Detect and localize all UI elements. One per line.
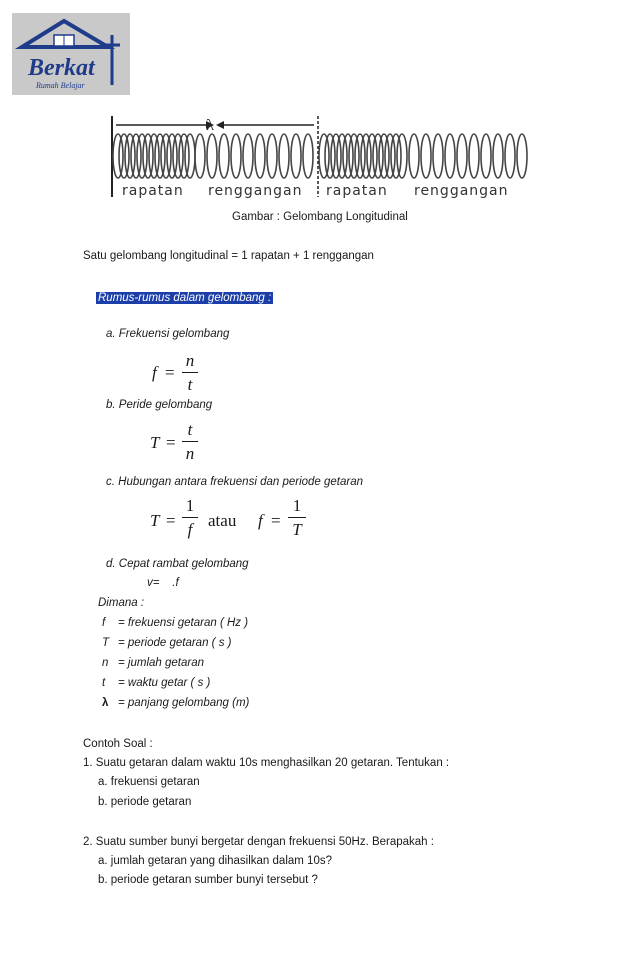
coil-loop: [119, 134, 129, 178]
coil-loop: [397, 134, 407, 178]
longitudinal-wave-figure: [104, 111, 534, 201]
legend-row: [102, 696, 249, 710]
coil-loop: [179, 134, 189, 178]
legend-row: [102, 636, 231, 650]
coil-loop: [433, 134, 443, 178]
coil-loop: [291, 134, 301, 178]
numerator-n: n: [185, 351, 195, 370]
formula-T-symbol: T: [150, 511, 160, 530]
coil-loop: [337, 134, 347, 178]
legend-description: = frekuensi getaran ( Hz ): [118, 617, 249, 629]
coil-loop: [493, 134, 503, 178]
formula-equals: =: [165, 363, 175, 382]
logo-subtext: Rumah Belajar: [36, 81, 85, 90]
coil-loop: [385, 134, 395, 178]
legend-row: [102, 616, 248, 630]
coil-loop: [167, 134, 177, 178]
numerator-1: 1: [292, 496, 302, 515]
question-2a: a. jumlah getaran yang dihasilkan dalam 10s?: [98, 855, 332, 867]
formula-equals: =: [166, 511, 176, 530]
coil-loop: [125, 134, 135, 178]
coil-loop: [361, 134, 371, 178]
coil-loop: [319, 134, 329, 178]
denominator-f: f: [187, 520, 193, 539]
question-1: 1. Suatu getaran dalam waktu 10s menghasilkan 20 getaran. Tentukan :: [83, 757, 450, 769]
formula-velocity: v= .f: [147, 577, 179, 589]
coil-loop: [379, 134, 389, 178]
coil-loop: [155, 134, 165, 178]
spring-coil-illustration: [104, 111, 534, 201]
figure-caption: Gambar : Gelombang Longitudinal: [232, 211, 408, 223]
formula-frequency: [150, 351, 210, 397]
fraction-bar: [288, 517, 306, 518]
denominator-t: t: [187, 375, 193, 394]
legend-description: = jumlah getaran: [118, 657, 204, 669]
question-2b: b. periode getaran sumber bunyi tersebut ?: [98, 874, 318, 886]
logo-text: Berkat: [28, 55, 95, 81]
coil-loop: [173, 134, 183, 178]
formula-relation: [148, 496, 318, 548]
formula-equals: =: [271, 511, 281, 530]
formulas-heading: [96, 291, 273, 305]
denominator-T: T: [292, 520, 302, 539]
legend-symbol: f: [102, 617, 106, 629]
coil-loop: [481, 134, 491, 178]
coil-loop: [231, 134, 241, 178]
coil-loop: [457, 134, 467, 178]
coil-loop: [131, 134, 141, 178]
fraction-n-over-t: [182, 351, 198, 394]
question-1a: a. frekuensi getaran: [98, 776, 200, 788]
item-a-label: a. Frekuensi gelombang: [106, 328, 230, 340]
wave-label-rapatan-2: rapatan: [326, 183, 388, 199]
coil-loop: [517, 134, 527, 178]
formula-T-symbol: T: [150, 433, 160, 452]
atau-word: atau: [208, 511, 237, 530]
legend-row: [102, 676, 210, 690]
legend-description: = panjang gelombang (m): [118, 697, 250, 709]
legend-symbol: T: [102, 637, 110, 649]
coil-loop: [469, 134, 479, 178]
legend-row: [102, 656, 204, 670]
coil-loop: [505, 134, 515, 178]
numerator-t: t: [187, 420, 193, 439]
legend-symbol: n: [102, 657, 109, 669]
coil-loop: [355, 134, 365, 178]
fraction-t-over-n: [182, 420, 198, 463]
formula-equals: =: [166, 433, 176, 452]
fraction-1-over-f: [182, 496, 198, 539]
formula-f-symbol: f: [258, 511, 263, 530]
coil-loop: [391, 134, 401, 178]
coil-loop: [137, 134, 147, 178]
contoh-heading: Contoh Soal :: [83, 738, 153, 750]
formula-period: [148, 420, 208, 468]
logo: [12, 13, 130, 95]
definition-text: Satu gelombang longitudinal = 1 rapatan + 1 renggangan: [83, 250, 374, 262]
denominator-n: n: [185, 444, 195, 463]
coil-loop: [185, 134, 195, 178]
formula-f-symbol: f: [152, 363, 157, 382]
coil-loop: [421, 134, 431, 178]
item-d-label: d. Cepat rambat gelombang: [106, 558, 249, 570]
wave-label-renggangan-2: renggangan: [414, 183, 509, 199]
coil-loop: [143, 134, 153, 178]
dimana-heading: Dimana :: [98, 597, 145, 609]
question-2: 2. Suatu sumber bunyi bergetar dengan frekuensi 50Hz. Berapakah :: [83, 836, 434, 848]
coil-loop: [445, 134, 455, 178]
item-c-label: c. Hubungan antara frekuensi dan periode getaran: [106, 476, 364, 488]
coil-loop: [325, 134, 335, 178]
fraction-1-over-T: [288, 496, 306, 539]
coil-loop: [243, 134, 253, 178]
coil-loop: [409, 134, 419, 178]
numerator-1: 1: [185, 496, 195, 515]
coil-loop: [303, 134, 313, 178]
coil-loop: [219, 134, 229, 178]
coil-loop: [207, 134, 217, 178]
item-b-label: b. Peride gelombang: [106, 399, 213, 411]
coil-loop: [343, 134, 353, 178]
coil-loop: [255, 134, 265, 178]
coil-loop: [373, 134, 383, 178]
coil-loop: [279, 134, 289, 178]
fraction-bar: [182, 372, 198, 373]
legend-description: = waktu getar ( s ): [118, 677, 211, 689]
wave-label-renggangan-1: renggangan: [208, 183, 303, 199]
lambda-label: λ: [206, 117, 214, 134]
coil-loop: [349, 134, 359, 178]
coil-loop: [267, 134, 277, 178]
house-logo-icon: [12, 13, 130, 95]
fraction-bar: [182, 517, 198, 518]
fraction-bar: [182, 441, 198, 442]
coil-loop: [367, 134, 377, 178]
legend-symbol: λ: [102, 697, 109, 709]
coil-loop: [331, 134, 341, 178]
coil-loop: [149, 134, 159, 178]
coil-loop: [195, 134, 205, 178]
legend-symbol: t: [102, 677, 106, 689]
formulas-heading-label: Rumus-rumus dalam gelombang :: [98, 292, 272, 304]
question-1b: b. periode getaran: [98, 796, 192, 808]
coil-loop: [161, 134, 171, 178]
wave-label-rapatan-1: rapatan: [122, 183, 184, 199]
coil-loop: [113, 134, 123, 178]
legend-description: = periode getaran ( s ): [118, 637, 232, 649]
